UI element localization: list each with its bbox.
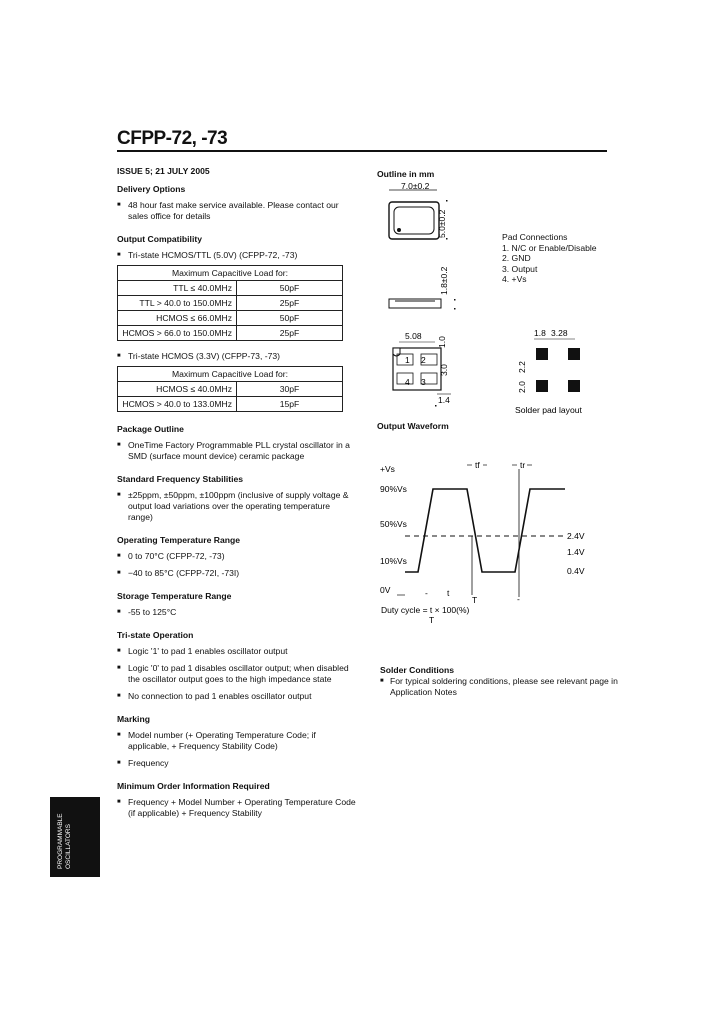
label-04v: 0.4V bbox=[567, 566, 585, 576]
output-compat-section bbox=[117, 234, 357, 412]
solder-dim-4: 2.0 bbox=[517, 381, 527, 393]
marking-bullet-1: ■ Model number (+ Operating Temperature Code; if applicable, + Frequency Stability Code) bbox=[117, 730, 357, 752]
title-rule bbox=[117, 150, 607, 152]
pad-connection-item: 1. N/C or Enable/Disable bbox=[502, 242, 597, 253]
op-temp-bullet-2: ■ −40 to 85°C (CFPP-72I, -73I) bbox=[117, 568, 357, 579]
table-row bbox=[118, 281, 343, 296]
pad-notch bbox=[393, 348, 400, 356]
table-cell: 50pF bbox=[237, 311, 343, 326]
dim-thickness-label: 1.8±0.2 bbox=[439, 266, 449, 295]
table-cell: HCMOS ≤ 40.0MHz bbox=[118, 382, 237, 397]
package-side-outline bbox=[389, 299, 441, 308]
side-view bbox=[389, 266, 456, 309]
waveform-trace bbox=[405, 489, 565, 572]
issue-line: ISSUE 5; 21 JULY 2005 bbox=[117, 166, 210, 176]
label-14v: 1.4V bbox=[567, 547, 585, 557]
dim-tick bbox=[446, 238, 448, 240]
dim-tick bbox=[435, 405, 437, 407]
delivery-bullet: ■ 48 hour fast make service available. Please contact our sales office for details bbox=[117, 200, 357, 222]
label-10: 10%Vs bbox=[380, 556, 407, 566]
stability-section bbox=[117, 474, 357, 523]
dim-tick bbox=[454, 299, 456, 301]
pad-connections bbox=[502, 232, 597, 285]
label-t: t bbox=[447, 588, 450, 598]
label-T: T bbox=[472, 595, 478, 605]
waveform-heading-wrap bbox=[377, 421, 449, 432]
marking-section bbox=[117, 714, 357, 769]
dim-508-label: 5.08 bbox=[405, 331, 422, 341]
package-section bbox=[117, 424, 357, 462]
pad-connections-heading: Pad Connections bbox=[502, 232, 568, 242]
solder-dim-3: 2.2 bbox=[517, 361, 527, 373]
output-waveform-diagram bbox=[375, 455, 610, 630]
table2-bullet: ■ Tri-state HCMOS (3.3V) (CFPP-73, -73) bbox=[117, 351, 357, 362]
table1-bullet: ■ Tri-state HCMOS/TTL (5.0V) (CFPP-72, -73) bbox=[117, 250, 357, 261]
pad-1-label: 1 bbox=[405, 355, 410, 365]
solder-section bbox=[380, 665, 620, 704]
table-row bbox=[118, 326, 343, 341]
pad-3-label: 3 bbox=[421, 377, 426, 387]
solder-pad-label: Solder pad layout bbox=[515, 405, 582, 415]
tristate-section bbox=[117, 630, 357, 702]
table-cell: HCMOS > 40.0 to 133.0MHz bbox=[118, 397, 237, 412]
storage-section bbox=[117, 591, 357, 618]
duty-cycle-formula: Duty cycle = t × 100(%) bbox=[381, 605, 470, 615]
pad-connection-item: 3. Output bbox=[502, 263, 538, 274]
tristate-heading: Tri-state Operation bbox=[117, 630, 194, 640]
waveform-heading: Output Waveform bbox=[377, 421, 449, 431]
table-row bbox=[118, 311, 343, 326]
table-cell: HCMOS > 66.0 to 150.0MHz bbox=[118, 326, 237, 341]
order-section bbox=[117, 781, 357, 819]
dim-14-label: 1.4 bbox=[438, 395, 450, 405]
label-50: 50%Vs bbox=[380, 519, 407, 529]
delivery-heading: Delivery Options bbox=[117, 184, 186, 194]
output-compat-heading: Output Compatibility bbox=[117, 234, 202, 244]
pad-connection-item: 4. +Vs bbox=[502, 274, 527, 284]
marking-bullet-2: ■ Frequency bbox=[117, 758, 357, 769]
order-heading: Minimum Order Information Required bbox=[117, 781, 270, 791]
marking-heading: Marking bbox=[117, 714, 150, 724]
table-cell: 50pF bbox=[237, 281, 343, 296]
pad-connection-item: 2. GND bbox=[502, 253, 531, 263]
section-tab bbox=[50, 797, 100, 877]
outline-drawing bbox=[375, 180, 505, 415]
table-row bbox=[118, 397, 343, 412]
dim-height-label: 5.0±0.2 bbox=[437, 209, 447, 238]
storage-bullet: ■ -55 to 125°C bbox=[117, 607, 357, 618]
outline-heading-wrap bbox=[377, 169, 434, 180]
label-0v: 0V bbox=[380, 585, 391, 595]
label-tr: tr bbox=[520, 460, 526, 470]
op-temp-heading: Operating Temperature Range bbox=[117, 535, 241, 545]
dim-30-label: 3.0 bbox=[439, 364, 449, 376]
table-cell: 25pF bbox=[237, 326, 343, 341]
package-heading: Package Outline bbox=[117, 424, 184, 434]
left-column bbox=[117, 166, 357, 831]
dim-width-label: 7.0±0.2 bbox=[401, 181, 430, 191]
label-t-arrow: - bbox=[425, 588, 428, 598]
table-row bbox=[118, 382, 343, 397]
capacitive-load-table-1 bbox=[117, 265, 343, 341]
solder-pad bbox=[568, 348, 580, 360]
table-cell: TTL > 40.0 to 150.0MHz bbox=[118, 296, 237, 311]
top-view bbox=[389, 181, 448, 240]
solder-dim-2: 3.28 bbox=[551, 328, 568, 338]
duty-cycle-denominator: T bbox=[429, 615, 435, 625]
pad-4-label: 4 bbox=[405, 377, 410, 387]
outline-heading: Outline in mm bbox=[377, 169, 435, 179]
tristate-bullet-3: ■ No connection to pad 1 enables oscillator output bbox=[117, 691, 357, 702]
table2-header: Maximum Capacitive Load for: bbox=[118, 367, 343, 382]
delivery-section bbox=[117, 184, 357, 222]
label-T-arrow: - bbox=[517, 594, 520, 604]
op-temp-bullet-1: ■ 0 to 70°C (CFPP-72, -73) bbox=[117, 551, 357, 562]
storage-heading: Storage Temperature Range bbox=[117, 591, 232, 601]
stability-bullet: ■ ±25ppm, ±50ppm, ±100ppm (inclusive of supply voltage & output load variations over the operating temperature range) bbox=[117, 490, 357, 523]
capacitive-load-table-2 bbox=[117, 366, 343, 412]
table1-header: Maximum Capacitive Load for: bbox=[118, 266, 343, 281]
label-vs: +Vs bbox=[380, 464, 395, 474]
section-tab-line: OSCILLATORS bbox=[65, 824, 72, 869]
label-90: 90%Vs bbox=[380, 484, 407, 494]
stability-heading: Standard Frequency Stabilities bbox=[117, 474, 244, 484]
page-title: CFPP-72, -73 bbox=[117, 128, 228, 149]
solder-pad-layout bbox=[505, 327, 615, 422]
order-bullet: ■ Frequency + Model Number + Operating Temperature Code (if applicable) + Frequency Stability bbox=[117, 797, 357, 819]
section-tab-label bbox=[57, 813, 73, 869]
package-bullet: ■ OneTime Factory Programmable PLL crystal oscillator in a SMD (surface mount device) ceramic package bbox=[117, 440, 357, 462]
label-tf: tf bbox=[475, 460, 480, 470]
bottom-view bbox=[393, 331, 451, 407]
solder-pad bbox=[568, 380, 580, 392]
solder-pad bbox=[536, 348, 548, 360]
table-cell: HCMOS ≤ 66.0MHz bbox=[118, 311, 237, 326]
dim-tick bbox=[454, 308, 456, 310]
dim-10-label: 1.0 bbox=[437, 336, 447, 348]
tristate-bullet-2: ■ Logic '0' to pad 1 disables oscillator output; when disabled the oscillator output goes to the high impedance state bbox=[117, 663, 357, 685]
pad-2-label: 2 bbox=[421, 355, 426, 365]
table-cell: TTL ≤ 40.0MHz bbox=[118, 281, 237, 296]
label-24v: 2.4V bbox=[567, 531, 585, 541]
section-tab-line: PROGRAMMABLE bbox=[57, 813, 64, 869]
tristate-bullet-1: ■ Logic '1' to pad 1 enables oscillator output bbox=[117, 646, 357, 657]
table-cell: 30pF bbox=[237, 382, 343, 397]
solder-heading: Solder Conditions bbox=[380, 665, 454, 675]
table-cell: 25pF bbox=[237, 296, 343, 311]
table-row bbox=[118, 296, 343, 311]
op-temp-section bbox=[117, 535, 357, 579]
solder-pad bbox=[536, 380, 548, 392]
solder-dim-1: 1.8 bbox=[534, 328, 546, 338]
dim-tick bbox=[446, 200, 448, 202]
table-cell: 15pF bbox=[237, 397, 343, 412]
solder-bullet: ■ For typical soldering conditions, please see relevant page in Application Notes bbox=[380, 676, 620, 698]
pin1-marker bbox=[397, 228, 401, 232]
